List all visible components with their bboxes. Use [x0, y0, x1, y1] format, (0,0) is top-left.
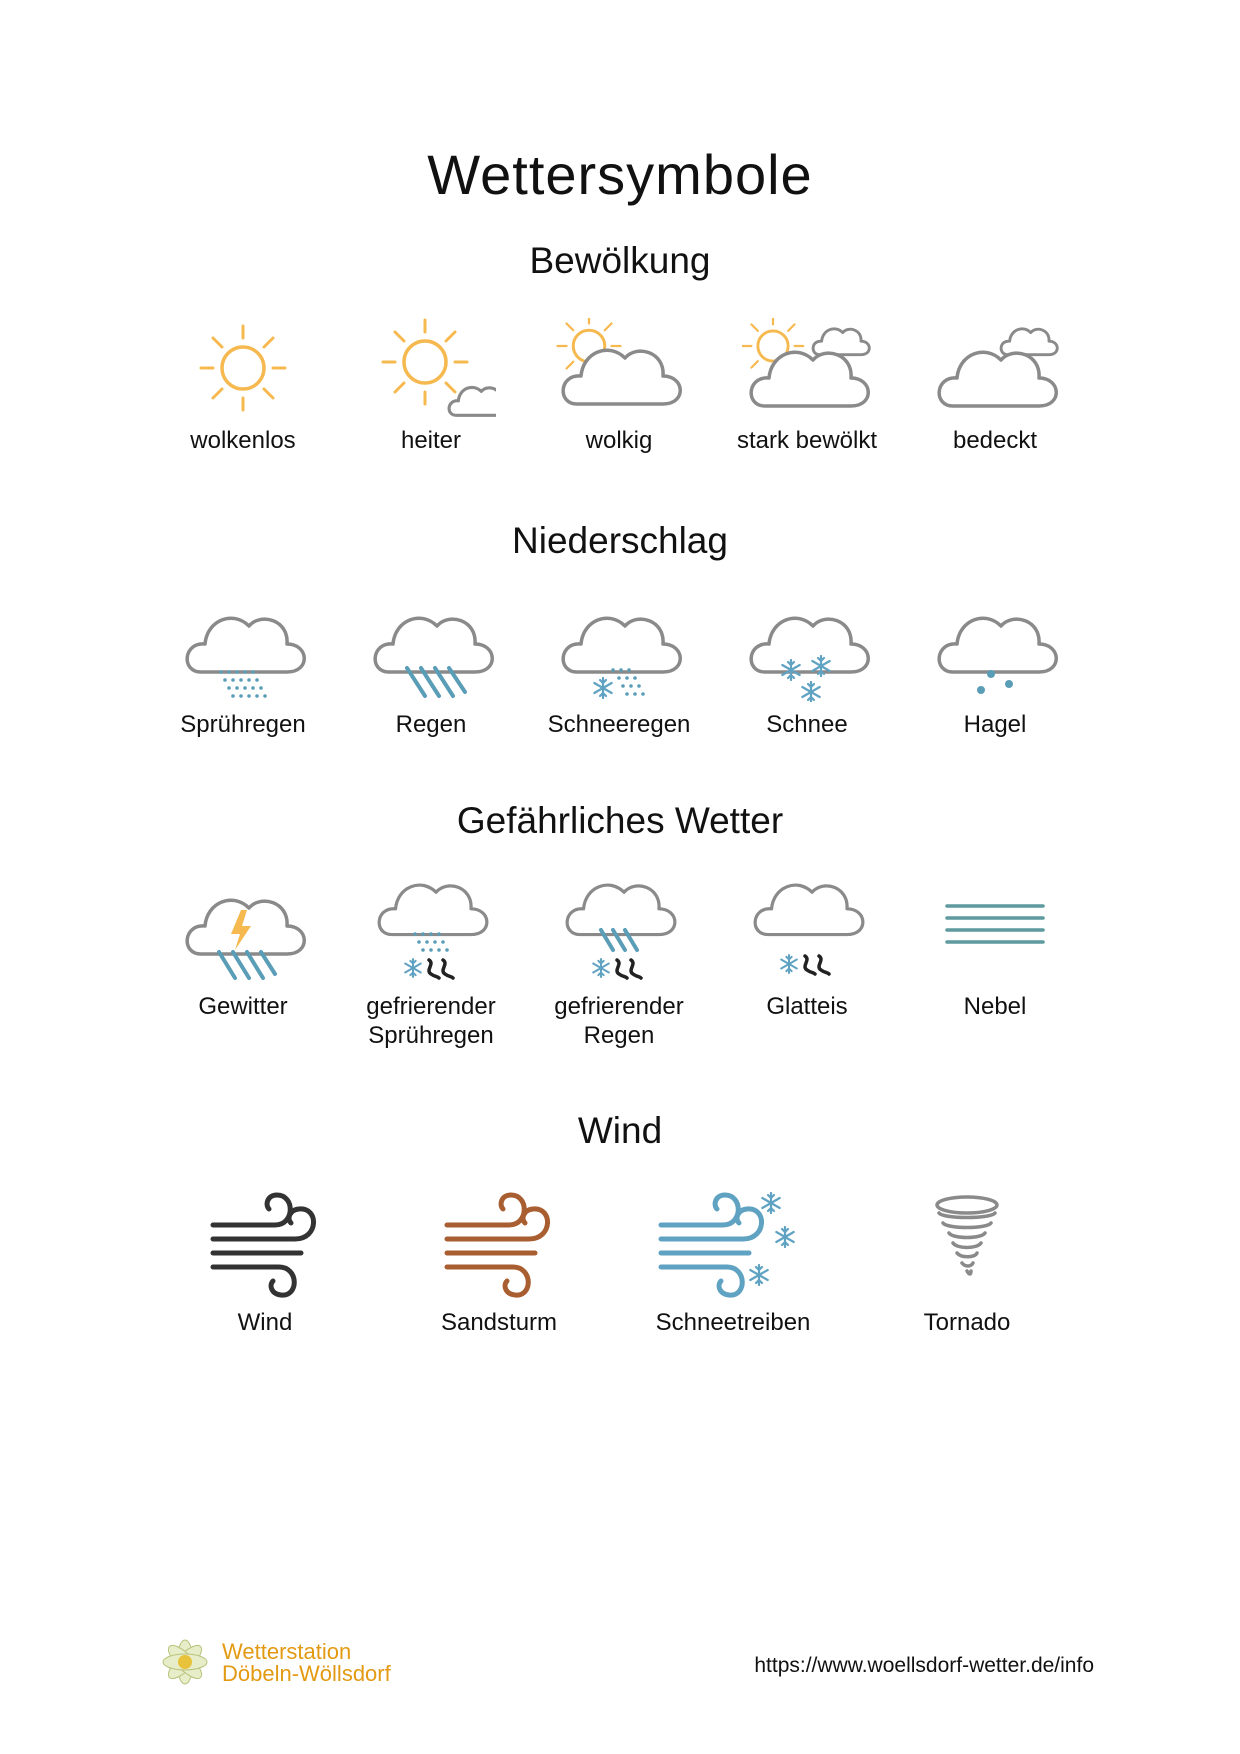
brand-line-2: Döbeln-Wöllsdorf: [222, 1661, 391, 1686]
black-ice-icon: [742, 874, 872, 984]
section-title-wind: Wind: [577, 1110, 663, 1151]
thunderstorm-icon: [178, 884, 308, 984]
item-label: Tornado: [923, 1309, 1011, 1336]
weather-item-wolkenlos: [148, 318, 338, 455]
weather-item-tornado: [872, 1190, 1062, 1337]
item-label: heiter: [400, 427, 462, 454]
overcast-icon: [930, 318, 1060, 418]
fog-icon: [930, 884, 1060, 984]
weather-item-schnee: [712, 602, 902, 739]
item-label: gefrierender Regen: [554, 993, 684, 1049]
blowing-snow-icon: [653, 1190, 813, 1300]
sun-cloud-icon: [554, 318, 684, 418]
weather-item-sandsturm: [404, 1190, 594, 1337]
weather-item-gefrierender-regen: [524, 874, 714, 1050]
weather-item-bedeckt: [900, 318, 1090, 455]
drizzle-icon: [178, 602, 308, 702]
tornado-icon: [902, 1190, 1032, 1300]
weather-item-spruehregen: [148, 602, 338, 739]
wind-icon: [200, 1190, 330, 1300]
weather-item-heiter: [336, 318, 526, 455]
sun-icon: [178, 318, 308, 418]
item-label: wolkenlos: [190, 427, 296, 454]
sun-small-cloud-icon: [366, 318, 496, 418]
sleet-icon: [554, 602, 684, 702]
weather-item-schneetreiben: [638, 1190, 828, 1337]
weather-item-glatteis: [712, 874, 902, 1021]
sandstorm-icon: [434, 1190, 564, 1300]
item-label: Sandsturm: [440, 1309, 558, 1336]
item-label: Gewitter: [198, 993, 288, 1020]
section-title-niederschlag: Niederschlag: [512, 520, 728, 561]
page-title: Wettersymbole: [427, 143, 813, 206]
item-label: Wind: [237, 1309, 293, 1336]
item-label: Hagel: [963, 711, 1027, 738]
item-label: Nebel: [963, 993, 1027, 1020]
item-label: Schneetreiben: [655, 1309, 811, 1336]
hail-icon: [930, 602, 1060, 702]
weather-item-schneeregen: [524, 602, 714, 739]
weather-item-wind: [170, 1190, 360, 1337]
rain-icon: [366, 602, 496, 702]
weather-item-gewitter: [148, 884, 338, 1021]
item-label: Regen: [395, 711, 467, 738]
item-label: Schnee: [766, 711, 848, 738]
weather-item-gefrierender-spruehregen: [336, 874, 526, 1050]
item-label: bedeckt: [952, 427, 1038, 454]
section-title-gefaehrliches-wetter: Gefährliches Wetter: [456, 800, 784, 841]
weather-item-stark-bewoelkt: [712, 318, 902, 455]
freezing-rain-icon: [554, 874, 684, 984]
section-title-bewoelkung: Bewölkung: [529, 240, 711, 281]
weather-item-nebel: [900, 884, 1090, 1021]
item-label: Schneeregen: [547, 711, 691, 738]
cloudy-icon: [742, 318, 872, 418]
weather-item-regen: [336, 602, 526, 739]
item-label: wolkig: [585, 427, 653, 454]
snow-icon: [742, 602, 872, 702]
footer-url[interactable]: https://www.woellsdorf-wetter.de/info: [754, 1654, 1094, 1677]
weather-item-hagel: [900, 602, 1090, 739]
item-label: Glatteis: [766, 993, 848, 1020]
water-lily-icon: [150, 1632, 220, 1694]
footer-brand: [222, 1641, 391, 1685]
item-label: stark bewölkt: [736, 427, 878, 454]
weather-item-wolkig: [524, 318, 714, 455]
brand-line-1: Wetterstation: [222, 1639, 352, 1664]
item-label: gefrierender Sprühregen: [366, 993, 496, 1049]
freezing-drizzle-icon: [366, 874, 496, 984]
item-label: Sprühregen: [180, 711, 306, 738]
